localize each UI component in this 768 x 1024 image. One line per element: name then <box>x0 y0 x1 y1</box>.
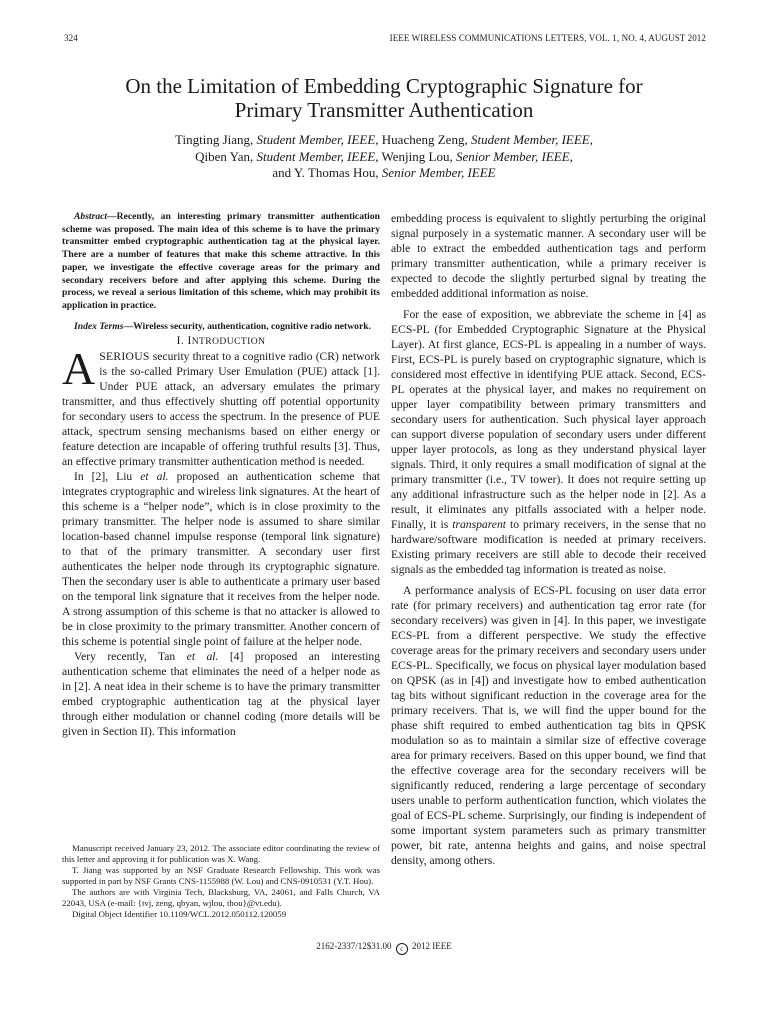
author-name: and Y. Thomas Hou, <box>272 165 379 180</box>
index-terms-text: —Wireless security, authentication, cognitive radio network. <box>123 320 371 332</box>
drop-cap: A <box>62 343 96 395</box>
emphasis-text: transparent <box>452 518 506 531</box>
footnote-manuscript: Manuscript received January 23, 2012. The associate editor coordinating the review of this letter and approving it for publication was X. Wang. <box>62 843 380 864</box>
abstract-label: Abstract <box>74 211 108 222</box>
section-title-initial: I <box>187 334 192 348</box>
left-column <box>62 211 380 739</box>
intro-paragraph-2 <box>62 469 380 649</box>
body-paragraph-ecs-pl <box>391 307 706 577</box>
running-header <box>64 33 706 47</box>
author-membership: Senior Member, IEEE, <box>455 148 573 164</box>
paragraph-text: to primary receivers, in the sense that no hardware/software modification is needed at primary receivers. Existing primary receivers are still able to decode their received signals as the embedded tag information is treated as noise. <box>391 518 706 576</box>
intro-paragraph-1 <box>62 343 380 469</box>
paragraph-text: security threat to a cognitive radio (CR) network is the so-called Primary User Emulation (PUE) attack [1]. Under PUE attack, an adversary emulates the primary transmitter, and thus effectively shutting off potential opportunity for secondary users to access the spectrum. In the presence of PUE attack, spectrum sensing mechanisms based on either energy or feature detection are incapable of offering truthful results [3]. Thus, an effective primary transmitter authentication method is needed. <box>62 350 380 469</box>
footnote-doi: Digital Object Identifier 10.1109/WCL.2012.050112.120059 <box>72 909 287 919</box>
index-terms-label: Index Terms <box>74 320 124 332</box>
copyright-holder: 2012 IEEE <box>412 941 452 951</box>
abstract-text: —Recently, an interesting primary transmitter authentication scheme was proposed. The main idea of this scheme is to have the primary transmitter embed cryptographic authentication tag at the physical layer. There are a number of features that make this scheme attractive. In this paper, we investigate the effective coverage areas for the primary and secondary receivers before and after applying this scheme. During the process, we reveal a serious limitation of this scheme, which may prohibit its application in practice. <box>62 211 380 311</box>
author-block <box>60 132 708 182</box>
paragraph-text: Very recently, Tan <box>74 650 187 664</box>
title-line-2: Primary Transmitter Authentication <box>234 98 534 122</box>
author-membership: Student Member, IEEE, <box>256 148 379 164</box>
paragraph-text: For the ease of exposition, we abbreviate the scheme in [4] as ECS-PL (for Embedded Cryptographic Signature at the Physical Layer). At first glance, ECS-PL is appealing in a number of ways. First, ECS-PL is purely based on cryptographic signature, which is considered most effective in identifying PUE attack. Second, ECS-PL operates at the physical layer, and makes no requirement on upper layer compatibility between primary transmitters and secondary users for authentication. Such physical layer approach can support diverse population of secondary users under different upper layer protocols, as long as they understand physical layer signals. Third, it only requires a small modification of signal at the primary transmitter (i.e., TV tower). It does not require setting up any additional infrastructure such as the helper node in [2]. As a result, it eliminates any pitfalls associated with a helper node. Finally, it is <box>391 308 706 531</box>
author-name: Tingting Jiang, <box>175 132 254 147</box>
issn-price: 2162-2337/12$31.00 <box>316 941 392 951</box>
copyright-line <box>0 941 768 955</box>
author-name: Wenjing Lou, <box>381 148 453 164</box>
body-paragraph-continued: embedding process is equivalent to slightly perturbing the original signal purposely in a systematic manner. A secondary user will be able to extract the embedded authentication tags and perform primary transmitter authentication, while a primary receiver is expected to decode the slightly perturbed signal by treating the embedded additional information as noise. <box>391 212 706 300</box>
journal-header: IEEE WIRELESS COMMUNICATIONS LETTERS, VOL. 1, NO. 4, AUGUST 2012 <box>389 33 706 43</box>
author-name: Qiben Yan, <box>195 148 254 164</box>
section-number: I. <box>176 334 185 348</box>
section-heading <box>62 333 380 349</box>
paragraph-text: proposed an authentication scheme that integrates cryptographic and wireless link signatures. At the heart of this scheme is a “helper node”, which is in close proximity to the primary transmitter. The helper node is assumed to share similar location-based channel impulse response (temporal link signature) to that of the primary transmitter. A secondary user first authenticates the helper node through its cryptographic signature. Then the secondary user is able to authenticate a primary user based on the temporal link signature that it receives from the helper node. A strong assumption of this scheme is that no attacker is allowed to be in close proximity to the primary transmitter. Another concern of this scheme is potential single point of failure at the helper node. <box>62 470 380 649</box>
author-name: Huacheng Zeng, <box>381 132 468 147</box>
lead-word: SERIOUS <box>99 350 150 364</box>
author-membership: Student Member, IEEE, <box>470 132 593 147</box>
author-membership: Senior Member, IEEE <box>381 165 496 180</box>
footnote-affiliation: The authors are with Virginia Tech, Blacksburg, VA, 24061, and Falls Church, VA 22043, USA (e-mail: {tvj, zeng, qbyan, wjlou, thou}@vt.edu). <box>62 887 380 908</box>
right-column <box>391 211 706 868</box>
intro-paragraph-3 <box>62 649 380 739</box>
footnote-funding: T. Jiang was supported by an NSF Graduate Research Fellowship. This work was supported in part by NSF Grants CNS-1155988 (W. Lou) and CNS-0910531 (Y.T. Hou). <box>62 865 380 886</box>
section-title-rest: NTRODUCTION <box>191 336 266 348</box>
author-membership: Student Member, IEEE, <box>256 132 379 147</box>
paper-title <box>60 74 708 122</box>
footnotes <box>62 843 380 920</box>
index-terms <box>62 321 380 334</box>
et-al: et al. <box>140 470 169 484</box>
author-line-1 <box>60 132 708 149</box>
et-al: et al. <box>186 650 219 664</box>
author-line-3 <box>60 165 708 182</box>
copyright-symbol: c <box>396 943 408 955</box>
title-line-1: On the Limitation of Embedding Cryptographic Signature for <box>125 74 643 98</box>
abstract <box>62 211 380 313</box>
paragraph-text: [4] proposed an interesting authentication scheme that eliminates the need of a helper node as in [2]. A neat idea in their scheme is to have the primary transmitter embed cryptographic authentication tag at the physical layer through either modulation or channel coding (more details will be given in Section II). This information <box>62 650 381 739</box>
paragraph-text: In [2], Liu <box>74 470 141 484</box>
page-number: 324 <box>64 33 78 43</box>
author-line-2 <box>60 149 708 166</box>
body-paragraph-performance: A performance analysis of ECS-PL focusing on user data error rate (for primary receivers) and authentication tag error rate (for secondary receivers) was given in [4]. In this paper, we investigate ECS-PL from a different perspective. We study the effective coverage areas for the primary receivers and secondary users under ECS-PL. Specifically, we focus on physical layer modulation based on QPSK (as in [4]) and investigate how to embed authentication tag bits without significant reduction in the coverage area for the primary receivers. That is, we will find the upper bound for the phase shift required to embed authentication tag bits in QPSK modulation so as to maintain a similar size of effective coverage area for primary receivers. Based on this upper bound, we find that the effective coverage area for the secondary receivers will be significantly reduced, rendering a large percentage of secondary users unable to perform authentication function, which violates the goal of ECS-PL scheme. Surprisingly, our finding is independent of some important system parameters such as primary transmitter power, bit rate, antenna heights and gains, and noise spectral density, among others. <box>391 584 706 867</box>
